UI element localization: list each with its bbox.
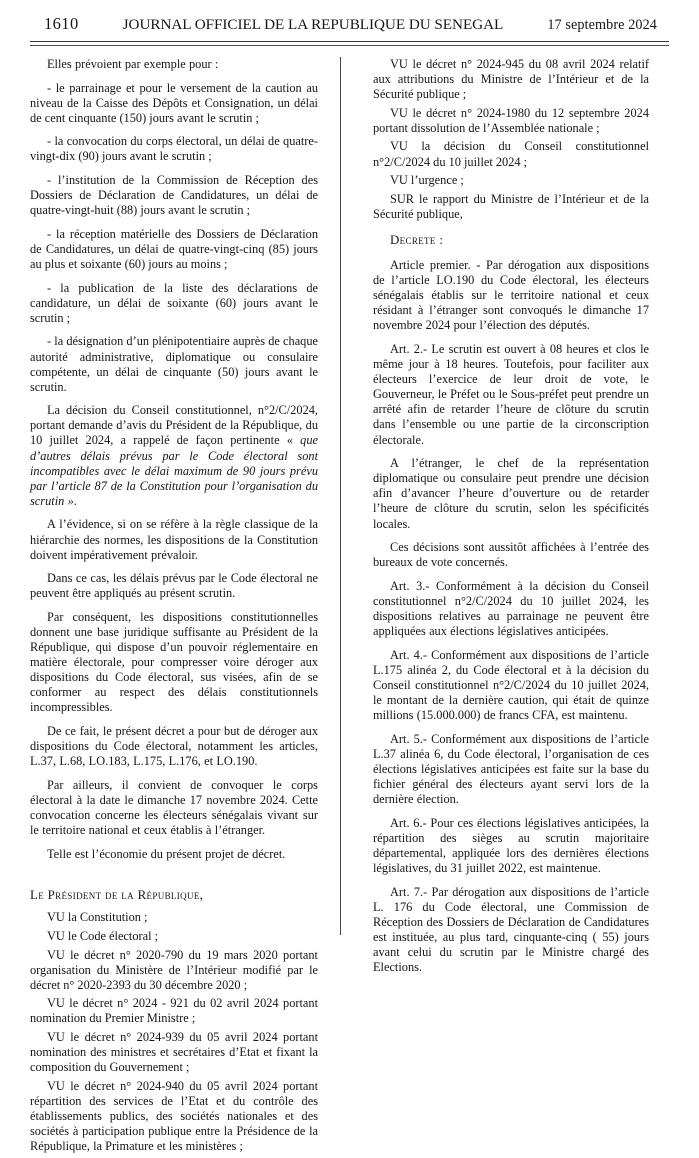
article-paragraph: Art. 2.- Le scrutin est ouvert à 08 heures et clos le même jour à 18 heures. Toutefois, pour faciliter aux électeurs l’exercice de leur droit de vote, le Gouverneur, le Préfet ou le Sous-préfet peut prendre un arrêté afin de retarder l’heure de clôture du scrutin dans l’ensemble ou une partie de la circonscription électorale. bbox=[373, 342, 649, 447]
list-item: - le parrainage et pour le versement de la caution au niveau de la Caisse des Dépôts et Consignation, un délai de cent cinquante (150) jours avant le scrutin ; bbox=[30, 80, 318, 125]
vu-clause: VU le décret n° 2024-945 du 08 avril 2024 relatif aux attributions du Ministre de l’Intérieur et de la Sécurité publique ; bbox=[373, 57, 649, 102]
vu-clause: VU la Constitution ; bbox=[47, 910, 148, 925]
paragraph: Dans ce cas, les délais prévus par le Code électoral ne peuvent être appliqués au présent scrutin. bbox=[30, 571, 318, 601]
decision-tail: . bbox=[73, 493, 77, 508]
vu-clause: VU le décret n° 2024-1980 du 12 septembre 2024 portant dissolution de l’Assemblée nationale ; bbox=[373, 105, 649, 135]
paragraph: De ce fait, le présent décret a pour but de déroger aux dispositions du Code électoral, notamment les articles, L.37, L.68, LO.183, L.175, L.176, et LO.190. bbox=[30, 724, 318, 769]
paragraph: A l’évidence, si on se réfère à la règle classique de la hiérarchie des normes, les dispositions de la Constitution doivent impérativement prévaloir. bbox=[30, 517, 318, 562]
list-item: - la publication de la liste des déclarations de candidature, un délai de soixante (60) jours avant le scrutin ; bbox=[30, 280, 318, 325]
column-divider bbox=[340, 57, 341, 935]
article-paragraph: Art. 7.- Par dérogation aux dispositions de l’article L. 176 du Code électoral, une Commission de Réception des Dossiers de Déclaration de Candidatures est instituée, au plus tard, cinquante-cinq ( 55) jours avant celui du scrutin par le Ministre chargé des Elections. bbox=[373, 884, 649, 974]
paragraph: Telle est l’économie du présent projet de décret. bbox=[47, 846, 286, 861]
left-column bbox=[30, 57, 328, 1158]
page-number: 1610 bbox=[44, 14, 79, 33]
body-columns bbox=[30, 57, 669, 1154]
article-paragraph: Art. 4.- Conformément aux dispositions de l’article L.175 alinéa 2, du Code électoral et à la décision du Conseil constitutionnel n°2/C/2024 du 10 juillet 2024, le montant de la dernière caution, qui était de quinze millions (15.000.000) de francs CFA, est maintenu. bbox=[373, 647, 649, 723]
vu-clause: SUR le rapport du Ministre de l’Intérieur et de la Sécurité publique, bbox=[373, 191, 649, 221]
right-column bbox=[351, 57, 649, 984]
running-head bbox=[30, 14, 669, 38]
article-paragraph: Art. 3.- Conformément à la décision du Conseil constitutionnel n°2/C/2024 du 10 juillet 2024, les dispositions relatives au parrainage ne peuvent être appliquées aux élections législatives anticipées. bbox=[373, 578, 649, 639]
article-paragraph: Art. 5.- Conformément aux dispositions de l’article L.37 alinéa 6, du Code électoral, l’organisation de ces élections législatives anticipées est faite sur la base du fichier général des électeurs ayant servi lors de la dernière élection. bbox=[373, 731, 649, 807]
decision-quote: que d’autres délais prévus par le Code électoral sont incompatibles avec le délai maximum de 90 jours prévu par l’article 87 de la Constitution pour l’organisation du scrutin » bbox=[30, 433, 318, 508]
vu-clause: VU le Code électoral ; bbox=[47, 929, 159, 943]
article-paragraph: Ces décisions sont aussitôt affichées à l’entrée des bureaux de vote concernés. bbox=[373, 540, 649, 570]
paragraph-intro: Elles prévoient par exemple pour : bbox=[47, 57, 219, 71]
paragraph: Par ailleurs, il convient de convoquer le corps électoral à la date le dimanche 17 novembre 2024. Cette convocation concerne les électeurs sénégalais vivant sur le territoire national et ceux établis à l’étranger. bbox=[30, 777, 318, 838]
list-item: - la désignation d’un plénipotentiaire auprès de chaque autorité administrative, diplomatique ou consulaire compétente, un délai de cinquante (50) jours avant le scrutin. bbox=[30, 334, 318, 394]
vu-clause: VU le décret n° 2024-940 du 05 avril 2024 portant répartition des services de l’Etat et du contrôle des établissements publics, des sociétés nationales et des sociétés à participation publique entre la Présidence de la République, la Primature et les ministères ; bbox=[30, 1078, 318, 1154]
vu-clause: VU l’urgence ; bbox=[390, 173, 464, 188]
vu-clause: VU le décret n° 2024 - 921 du 02 avril 2024 portant nomination du Premier Ministre ; bbox=[30, 996, 318, 1026]
decrete-heading: Decrete : bbox=[390, 233, 444, 248]
paragraph: Par conséquent, les dispositions constitutionnelles donnent une base juridique suffisante au Président de la République, qui dispose d’un pouvoir réglementaire en matière électorale, pour compresser voire déroger aux dispositions du Code électoral, sus visées, afin de se conformer au respect des délais constitutionnels incompressibles. bbox=[30, 609, 318, 715]
decision-lead: La décision du Conseil constitutionnel, n°2/C/2024, portant demande d’avis du Président de la République, du 10 juillet 2024, a rappelé de façon pertinente « bbox=[30, 403, 318, 448]
list-item: - la convocation du corps électoral, un délai de quatre-vingt-dix (90) jours avant le scrutin ; bbox=[30, 134, 318, 164]
paragraph-decision-citation bbox=[30, 403, 318, 509]
list-item: - la réception matérielle des Dossiers de Déclaration de Candidatures, un délai de quatre-vingt-cinq (85) jours au plus et soixante (60) jours au moins ; bbox=[30, 226, 318, 272]
article-paragraph: A l’étranger, le chef de la représentation diplomatique ou consulaire peut prendre une décision afin d’avancer l’heure d’ouverture ou de retarder l’heure de clôture du scrutin, selon les spécificités locales. bbox=[373, 456, 649, 531]
vu-clause: VU la décision du Conseil constitutionnel n°2/C/2024 du 10 juillet 2024 ; bbox=[373, 139, 649, 169]
issue-date: 17 septembre 2024 bbox=[547, 17, 657, 33]
article-paragraph: Article premier. - Par dérogation aux dispositions de l’article LO.190 du Code électoral, les électeurs sénégalais établis sur le territoire national et ceux résidant à l’étranger sont convoqués le dimanche 17 novembre 2024 pour l’élection des députés. bbox=[373, 258, 649, 333]
spacer bbox=[373, 225, 649, 231]
list-item: - l’institution de la Commission de Réception des Dossiers de Déclaration de Candidatures, un délai de quatre-vingt-huit (88) jours avant le scrutin ; bbox=[30, 173, 318, 218]
vu-clause: VU le décret n° 2020-790 du 19 mars 2020 portant organisation du Ministère de l’Intérieur modifié par le décret n° 2020-2393 du 30 décembre 2020 ; bbox=[30, 947, 318, 992]
president-heading: Le Président de la République, bbox=[30, 887, 204, 902]
vu-clause: VU le décret n° 2024-939 du 05 avril 2024 portant nomination des ministres et secrétaires d’Etat et fixant la composition du Gouvernement ; bbox=[30, 1030, 318, 1075]
publication-title: JOURNAL OFFICIEL DE LA REPUBLIQUE DU SENEGAL bbox=[122, 16, 504, 33]
article-paragraph: Art. 6.- Pour ces élections législatives anticipées, la répartition des sièges au scrutin majoritaire départemental, appliquée lors des dernières élections législatives, du 31 juillet 2022, est maintenue. bbox=[373, 815, 649, 875]
header-rule bbox=[30, 41, 669, 46]
